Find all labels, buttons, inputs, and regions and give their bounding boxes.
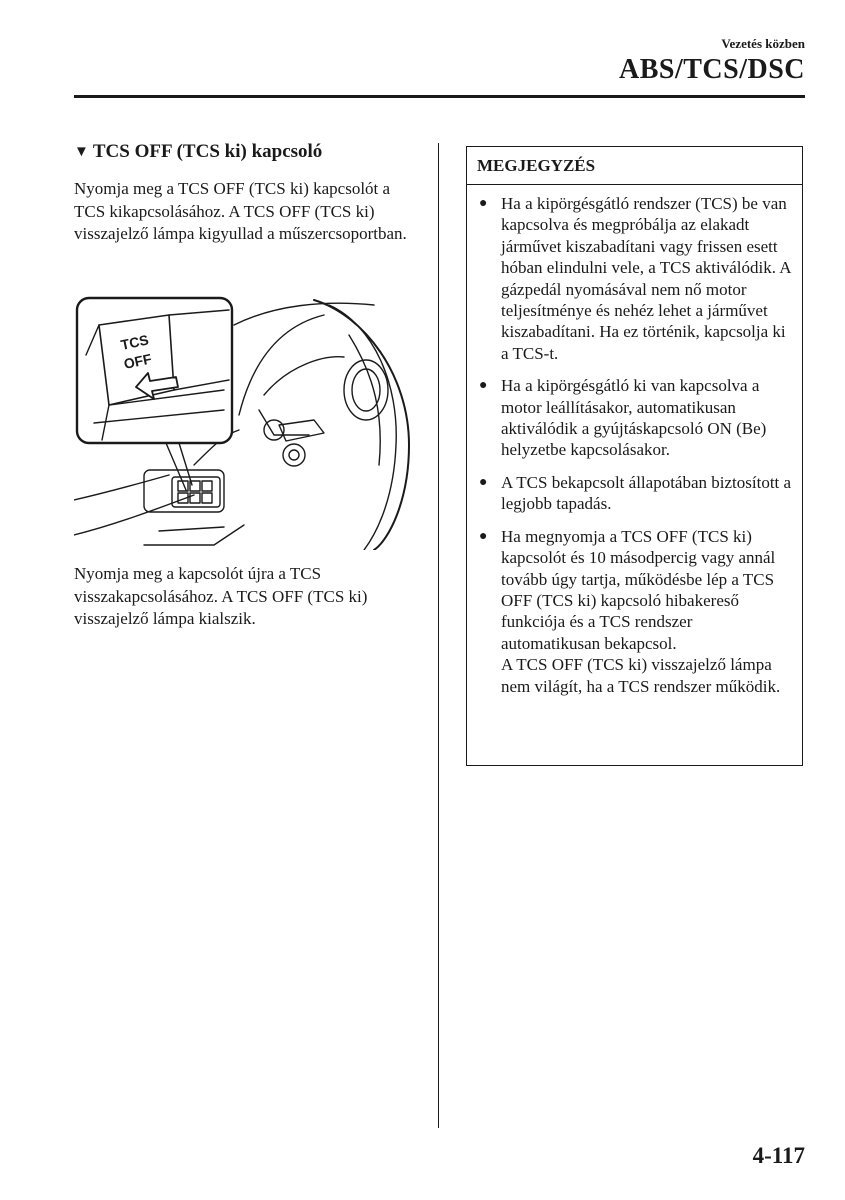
instruction-paragraph-1: Nyomja meg a TCS OFF (TCS ki) kapcsolót a TCS kikapcsolásához. A TCS OFF (TCS ki) visszajelző lámpa kigyullad a műszercsoportban.	[74, 179, 407, 243]
note-item-text: Ha a kipörgésgátló rendszer (TCS) be van kapcsolva és megpróbálja az elakadt járművet kiszabadítani vagy frissen esett hóban elindulni vele, a TCS aktiválódik. A gázpedál nyomásával nem nő motor teljesítménye és nehéz lehet a járművet kiszabadítani. Ha ez történik, kapcsolja ki a TCS-t.	[501, 194, 791, 363]
note-item	[479, 375, 792, 461]
triangle-marker-icon: ▼	[74, 144, 89, 160]
subheading-text: TCS OFF (TCS ki) kapcsoló	[92, 141, 323, 162]
ignition-switch	[289, 450, 299, 460]
bullet-icon: ●	[479, 528, 488, 544]
subheading	[74, 140, 424, 164]
tcs-switch-illustration	[74, 295, 414, 550]
bullet-icon: ●	[479, 474, 488, 490]
ignition-switch	[283, 444, 305, 466]
column-divider	[438, 143, 439, 1128]
section-header: Vezetés közben	[721, 36, 805, 51]
switch-button	[202, 493, 212, 503]
note-item-text: Ha megnyomja a TCS OFF (TCS ki) kapcsolót és 10 másodpercig vagy annál tovább úgy tartja, működésbe lép a TCS OFF (TCS ki) kapcsoló hibakereső funkciója és a TCS rendszer automatikusan bekapcsol. A TCS OFF (TCS ki) visszajelző lámpa nem világít, ha a TCS rendszer működik.	[501, 526, 781, 696]
dashboard-line	[74, 475, 169, 500]
bullet-icon: ●	[479, 378, 488, 394]
stalk	[279, 420, 324, 441]
gauge	[352, 369, 380, 411]
dashboard-line	[144, 525, 244, 545]
note-item-text: Ha a kipörgésgátló ki van kapcsolva a motor leállításakor, automatikusan aktiválódik a gyújtáskapcsoló ON (Be) helyzetbe kapcsolásakor.	[501, 376, 767, 460]
dashboard-line	[239, 315, 324, 415]
header-divider	[74, 95, 805, 98]
dashboard-line	[264, 357, 344, 395]
steering-wheel-rim	[329, 305, 396, 550]
note-list	[467, 185, 802, 697]
dashboard-line	[159, 527, 224, 531]
dashboard-line	[74, 495, 194, 535]
switch-button	[202, 481, 212, 491]
bullet-icon: ●	[479, 196, 488, 211]
note-item	[479, 526, 792, 697]
page-title: ABS/TCS/DSC	[618, 54, 805, 85]
note-item	[479, 472, 792, 515]
steering-wheel-rim	[314, 300, 409, 550]
switch-label-line2: OFF	[122, 350, 154, 372]
note-item	[479, 193, 792, 364]
switch-button	[190, 493, 200, 503]
note-box	[466, 146, 803, 766]
instruction-paragraph-2: Nyomja meg a kapcsolót újra a TCS visszakapcsolásához. A TCS OFF (TCS ki) visszajelző lámpa kialszik.	[74, 564, 368, 628]
callout-bubble	[77, 298, 232, 443]
callout-pointer	[166, 443, 186, 490]
left-column	[74, 140, 424, 628]
page-number: 4-117	[752, 1143, 805, 1168]
switch-label-line1: TCS	[119, 331, 151, 353]
note-title: MEGJEGYZÉS	[467, 147, 802, 185]
note-item-text: A TCS bekapcsolt állapotában biztosított a legjobb tapadás.	[501, 472, 792, 514]
